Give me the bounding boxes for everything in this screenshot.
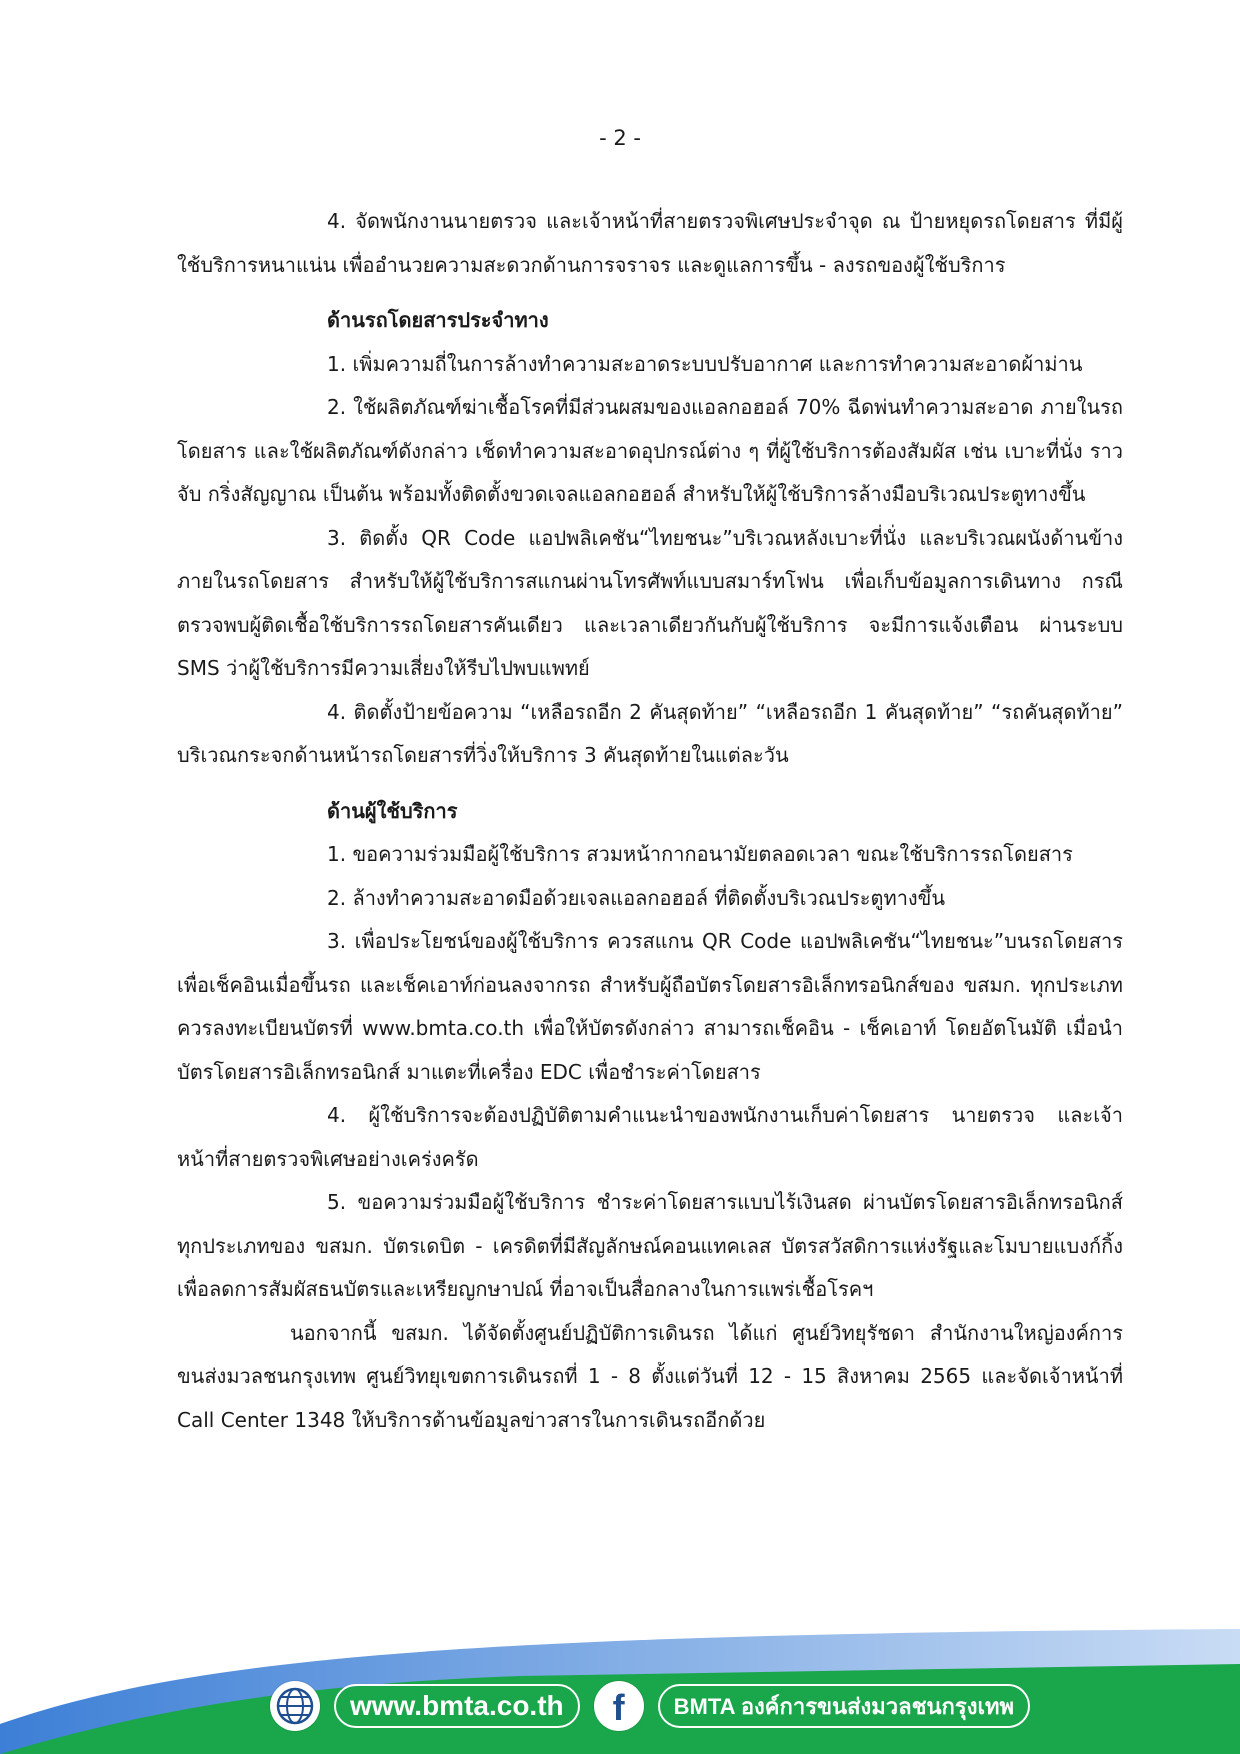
website-link[interactable]: www.bmta.co.th — [334, 1684, 580, 1728]
users-item: 2. ล้างทำความสะอาดมือด้วยเจลแอลกอฮอล์ ที่ติดตั้งบริเวณประตูทางขึ้น — [327, 885, 946, 910]
users-item: 3. เพื่อประโยชน์ของผู้ใช้บริการ ควรสแกน QR Code แอปพลิเคชัน“ไทยชนะ”บนรถโดยสาร เพื่อเช็คอินเมื่อขึ้นรถ และเช็คเอาท์ก่อนลงจากรถ สำหรับผู้ถือบัตรโดยสารอิเล็กทรอนิกส์ของ ขสมก. ทุกประเภท ควรลงทะเบียนบัตรที่ www.bmta.co.th เพื่อให้บัตรดังกล่าว สามารถเช็คอิน - เช็คเอาท์ โดยอัตโนมัติ เมื่อนำบัตรโดยสารอิเล็กทรอนิกส์ มาแตะที่เครื่อง EDC เพื่อชำระค่าโดยสาร — [177, 929, 1123, 1084]
bus-item: 2. ใช้ผลิตภัณฑ์ฆ่าเชื้อโรคที่มีส่วนผสมของแอลกอฮอล์ 70% ฉีดพ่นทำความสะอาด ภายในรถโดยสาร และใช้ผลิตภัณฑ์ดังกล่าว เช็ดทำความสะอาดอุปกรณ์ต่าง ๆ ที่ผู้ใช้บริการต้องสัมผัส เช่น เบาะที่นั่ง ราวจับ กริ่งสัญญาณ เป็นต้น พร้อมทั้งติดตั้งขวดเจลแอลกอฮอล์ สำหรับให้ผู้ใช้บริการล้างมือบริเวณประตูทางขึ้น — [177, 395, 1123, 506]
users-item: 1. ขอความร่วมมือผู้ใช้บริการ สวมหน้ากากอนามัยตลอดเวลา ขณะใช้บริการรถโดยสาร — [327, 842, 1073, 866]
bus-item: 4. ติดตั้งป้ายข้อความ “เหลือรถอีก 2 คันสุดท้าย” “เหลือรถอีก 1 คันสุดท้าย” “รถคันสุดท้าย” บริเวณกระจกด้านหน้ารถโดยสารที่วิ่งให้บริการ 3 คันสุดท้ายในแต่ละวัน — [177, 699, 1123, 767]
closing-paragraph: นอกจากนี้ ขสมก. ได้จัดตั้งศูนย์ปฏิบัติการเดินรถ ได้แก่ ศูนย์วิทยุรัชดา สำนักงานใหญ่องค์การ ขนส่งมวลชนกรุงเทพ ศูนย์วิทยุเขตการเดินรถที่ 1 - 8 ตั้งแต่วันที่ 12 - 15 สิงหาคม 2565 และจัดเจ้าหน้าที่ Call Center 1348 ให้บริการด้านข้อมูลข่าวสารในการเดินรถอีกด้วย — [177, 1320, 1123, 1432]
globe-icon[interactable] — [270, 1681, 320, 1731]
section-heading-bus: ด้านรถโดยสารประจำทาง — [327, 308, 549, 332]
facebook-link[interactable]: BMTA องค์การขนส่งมวลชนกรุงเทพ — [658, 1684, 1030, 1728]
users-item: 5. ขอความร่วมมือผู้ใช้บริการ ชำระค่าโดยสารแบบไร้เงินสด ผ่านบัตรโดยสารอิเล็กทรอนิกส์ ทุกประเภทของ ขสมก. บัตรเดบิต - เครดิตที่มีสัญลักษณ์คอนแทคเลส บัตรสวัสดิการแห่งรัฐและโมบายแบงก์กิ้ง เพื่อลดการสัมผัสธนบัตรและเหรียญกษาปณ์ ที่อาจเป็นสื่อกลางในการแพร่เชื้อโรคฯ — [177, 1190, 1123, 1301]
footer-links — [270, 1678, 1030, 1734]
bus-item: 3. ติดตั้ง QR Code แอปพลิเคชัน“ไทยชนะ”บริเวณหลังเบาะที่นั่ง และบริเวณผนังด้านข้าง ภายในรถโดยสาร สำหรับให้ผู้ใช้บริการสแกนผ่านโทรศัพท์แบบสมาร์ทโฟน เพื่อเก็บข้อมูลการเดินทาง กรณีตรวจพบผู้ติดเชื้อใช้บริการรถโดยสารคันเดียว และเวลาเดียวกันกับผู้ใช้บริการ จะมีการแจ้งเตือน ผ่านระบบ SMS ว่าผู้ใช้บริการมีความเสี่ยงให้รีบไปพบแพทย์ — [177, 525, 1123, 680]
section-heading-users: ด้านผู้ใช้บริการ — [327, 798, 458, 823]
bus-item: 1. เพิ่มความถี่ในการล้างทำความสะอาดระบบปรับอากาศ และการทำความสะอาดผ้าม่าน — [327, 351, 1083, 376]
document-body — [177, 200, 1123, 1442]
facebook-icon[interactable]: f — [594, 1681, 644, 1731]
users-item: 4. ผู้ใช้บริการจะต้องปฏิบัติตามคำแนะนำของพนักงานเก็บค่าโดยสาร นายตรวจ และเจ้าหน้าที่สายตรวจพิเศษอย่างเคร่งครัด — [177, 1103, 1123, 1171]
page-number: - 2 - — [599, 126, 641, 150]
intro-paragraph: 4. จัดพนักงานนายตรวจ และเจ้าหน้าที่สายตรวจพิเศษประจำจุด ณ ป้ายหยุดรถโดยสาร ที่มีผู้ใช้บริการหนาแน่น เพื่ออำนวยความสะดวกด้านการจราจร และดูแลการขึ้น - ลงรถของผู้ใช้บริการ — [177, 209, 1123, 277]
